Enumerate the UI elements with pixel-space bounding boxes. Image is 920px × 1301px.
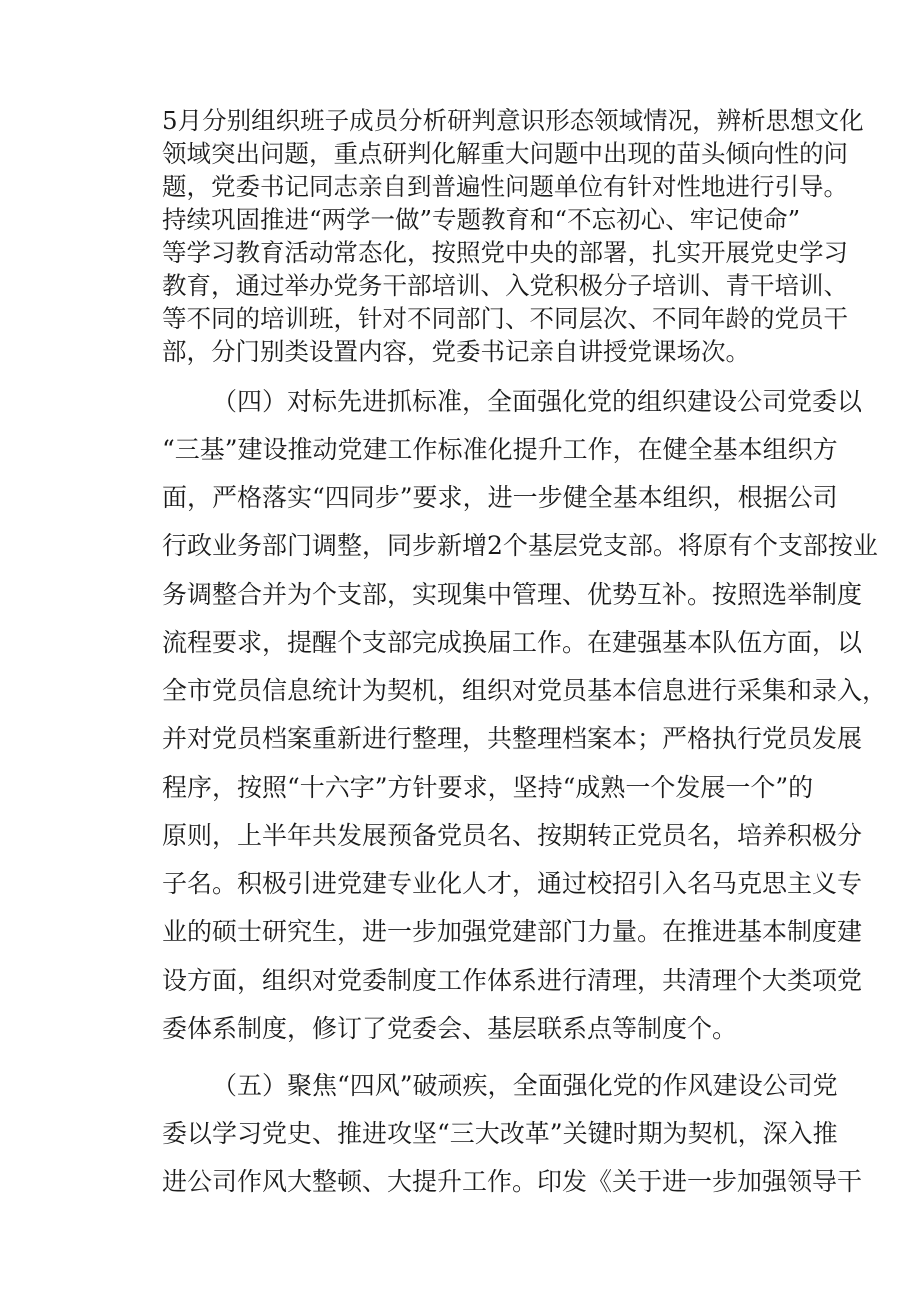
- text-line: 流程要求，提醒个支部完成换届工作。在建强基本队伍方面，以: [162, 628, 863, 657]
- text-line: 程序，按照“十六字”方针要求，坚持“成熟一个发展一个”的: [162, 773, 814, 802]
- text-line: 题，党委书记同志亲自到普遍性问题单位有针对性地进行引导。: [162, 172, 848, 201]
- text-line: 等学习教育活动常态化，按照党中央的部署，扎实开展党史学习: [162, 238, 848, 267]
- text-line: 并对党员档案重新进行整理，共整理档案本；严格执行党员发展: [162, 724, 863, 753]
- text-line: “三基”建设推动党建工作标准化提升工作，在健全基本组织方: [162, 435, 838, 464]
- text-line: 子名。积极引进党建专业化人才，通过校招引入名马克思主义专: [162, 869, 863, 898]
- text-line: 务调整合并为个支部，实现集中管理、优势互补。按照选举制度: [162, 580, 863, 609]
- text-line: （四）对标先进抓标准，全面强化党的组织建设公司党委以: [212, 387, 863, 416]
- text-line: 行政业务部门调整，同步新增2个基层党支部。将原有个支部按业: [162, 531, 878, 560]
- text-line: （五）聚焦“四风”破顽疾，全面强化党的作风建设公司党: [212, 1071, 838, 1100]
- text-line: 进公司作风大整顿、大提升工作。印发《关于进一步加强领导干: [162, 1167, 863, 1196]
- text-line: 原则，上半年共发展预备党员名、按期转正党员名，培养积极分: [162, 821, 863, 850]
- text-line: 等不同的培训班，针对不同部门、不同层次、不同年龄的党员干: [162, 304, 848, 333]
- text-line: 领域突出问题，重点研判化解重大问题中出现的苗头倾向性的问: [162, 139, 848, 168]
- text-line: 委以学习党史、推进攻坚“三大改革”关键时期为契机，深入推: [162, 1119, 838, 1148]
- text-line: 教育，通过举办党务干部培训、入党积极分子培训、青干培训、: [162, 271, 848, 300]
- text-line: 业的硕士研究生，进一步加强党建部门力量。在推进基本制度建: [162, 917, 863, 946]
- text-line: 5月分别组织班子成员分析研判意识形态领域情况，辨析思想文化: [162, 106, 864, 135]
- text-line: 委体系制度，修订了党委会、基层联系点等制度个。: [162, 1014, 738, 1043]
- text-line: 设方面，组织对党委制度工作体系进行清理，共清理个大类项党: [162, 966, 863, 995]
- text-line: 全市党员信息统计为契机，组织对党员基本信息进行采集和录入，: [162, 676, 888, 705]
- text-line: 面，严格落实“四同步”要求，进一步健全基本组织，根据公司: [162, 483, 838, 512]
- text-line: 部，分门别类设置内容，党委书记亲自讲授党课场次。: [162, 337, 750, 366]
- text-line: 持续巩固推进“两学一做”专题教育和“不忘初心、牢记使命”: [162, 205, 801, 234]
